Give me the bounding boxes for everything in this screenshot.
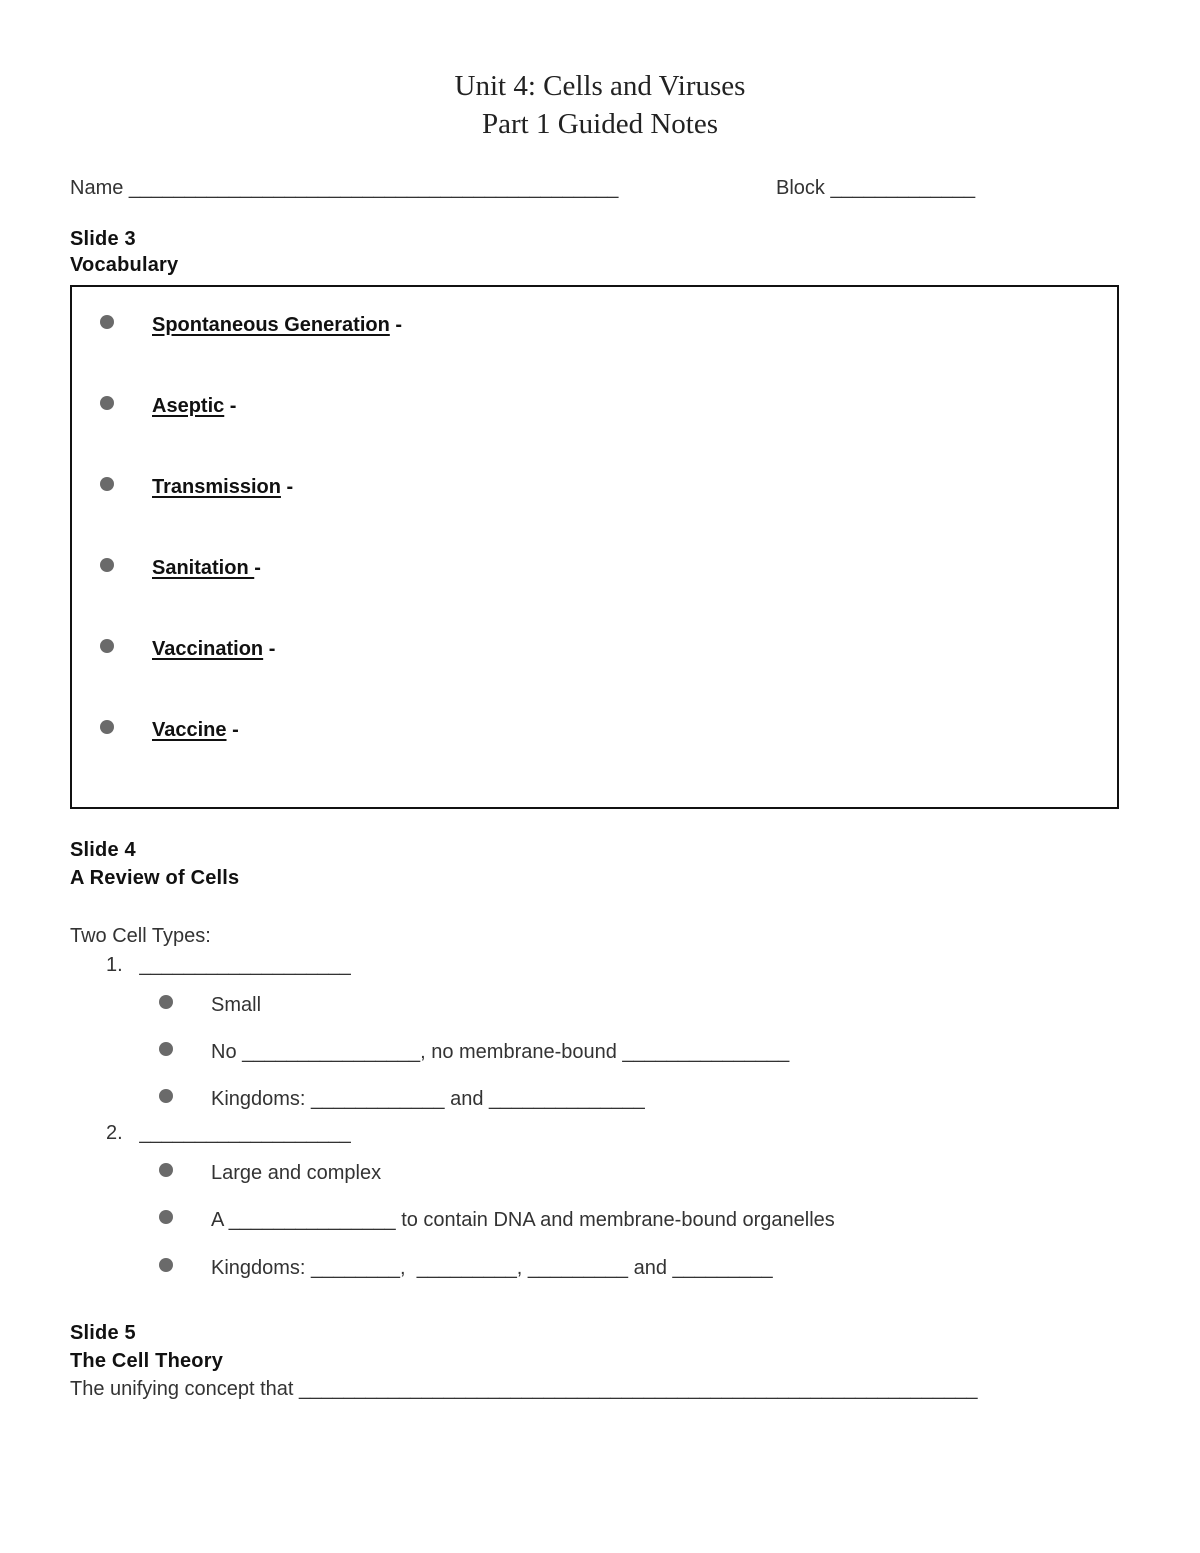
list-item[interactable]: Kingdoms: ________, _________, _________ and _________ bbox=[211, 1257, 773, 1279]
bullet-icon bbox=[159, 1089, 173, 1103]
vocab-dash: - bbox=[226, 719, 239, 741]
page-subtitle: Part 1 Guided Notes bbox=[482, 108, 718, 140]
slide5-heading: The Cell Theory bbox=[70, 1350, 224, 1372]
vocab-term: Vaccine bbox=[152, 719, 227, 741]
vocab-term: Aseptic bbox=[152, 395, 225, 417]
bullet-icon bbox=[100, 396, 114, 410]
vocab-item bbox=[152, 638, 275, 661]
vocab-term: Transmission bbox=[152, 476, 281, 498]
page-title: Unit 4: Cells and Viruses bbox=[454, 70, 746, 102]
vocab-term: Vaccination bbox=[152, 638, 264, 660]
cell-type-1-label[interactable]: 1. ___________________ bbox=[106, 954, 351, 976]
bullet-icon bbox=[159, 1042, 173, 1056]
list-item[interactable]: A _______________ to contain DNA and membrane-bound organelles bbox=[211, 1209, 835, 1231]
cell-types-intro: Two Cell Types: bbox=[70, 925, 211, 947]
name-field[interactable]: Name ____________________________________________ bbox=[70, 177, 619, 199]
bullet-icon bbox=[159, 995, 173, 1009]
list-item: Small bbox=[211, 994, 262, 1016]
bullet-icon bbox=[100, 315, 114, 329]
vocab-item bbox=[152, 557, 261, 580]
list-item: Large and complex bbox=[211, 1162, 382, 1184]
bullet-icon bbox=[100, 639, 114, 653]
bullet-icon bbox=[159, 1258, 173, 1272]
bullet-icon bbox=[159, 1163, 173, 1177]
bullet-icon bbox=[100, 477, 114, 491]
slide3-heading: Vocabulary bbox=[70, 254, 179, 276]
vocab-dash: - bbox=[389, 314, 403, 336]
bullet-icon bbox=[159, 1210, 173, 1224]
block-field[interactable]: Block _____________ bbox=[776, 177, 976, 199]
vocab-term: Spontaneous Generation bbox=[152, 314, 390, 336]
vocab-item bbox=[152, 476, 293, 499]
vocab-term: Sanitation bbox=[152, 557, 255, 579]
vocab-dash: - bbox=[224, 395, 237, 417]
slide3-number: Slide 3 bbox=[70, 228, 136, 250]
vocab-item bbox=[152, 314, 402, 337]
list-item[interactable]: Kingdoms: ____________ and ______________ bbox=[211, 1088, 645, 1110]
slide5-number: Slide 5 bbox=[70, 1322, 136, 1344]
slide4-number: Slide 4 bbox=[70, 839, 136, 861]
cell-type-2-label[interactable]: 2. ___________________ bbox=[106, 1122, 351, 1144]
vocab-item bbox=[152, 395, 236, 418]
cell-theory-line[interactable]: The unifying concept that _____________________________________________________________ bbox=[70, 1378, 978, 1400]
vocab-dash: - bbox=[263, 638, 276, 660]
bullet-icon bbox=[100, 558, 114, 572]
list-item[interactable]: No ________________, no membrane-bound _______________ bbox=[211, 1041, 790, 1063]
bullet-icon bbox=[100, 720, 114, 734]
slide4-heading: A Review of Cells bbox=[70, 867, 240, 889]
vocab-dash: - bbox=[254, 557, 261, 579]
vocab-item bbox=[152, 719, 239, 742]
vocab-dash: - bbox=[280, 476, 294, 498]
